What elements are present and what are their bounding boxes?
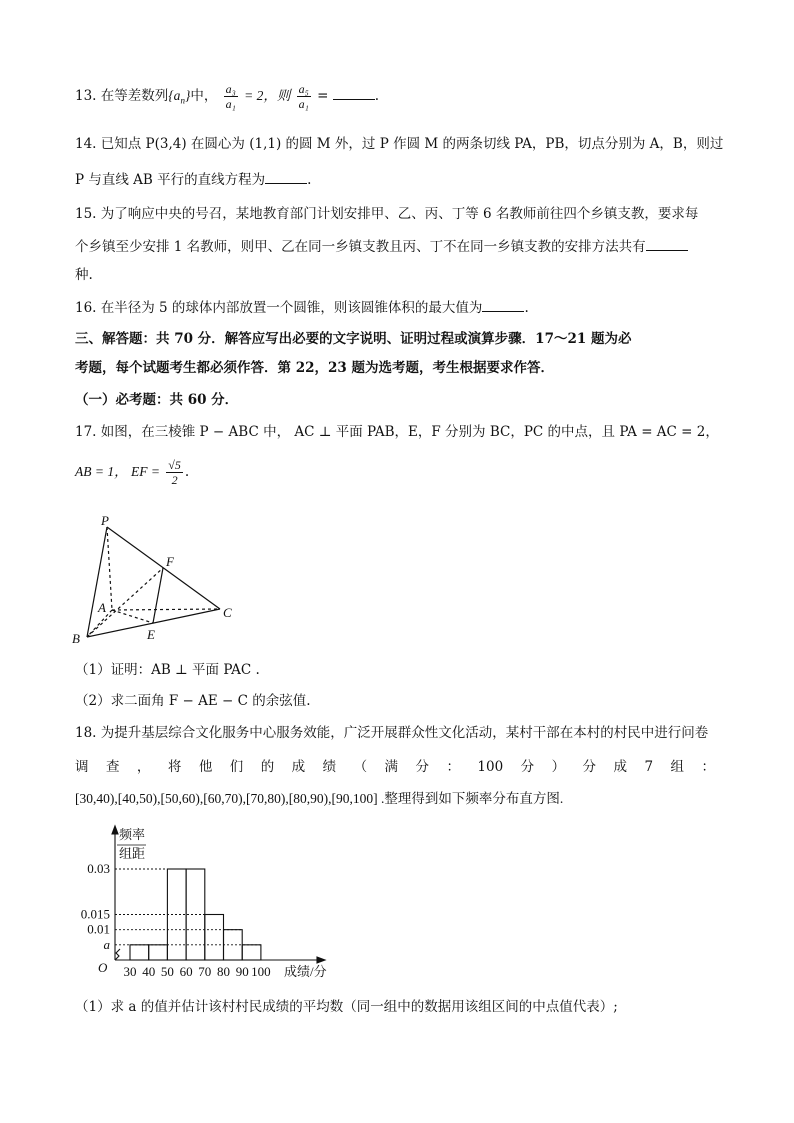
vertex-label-C: C <box>223 605 232 620</box>
question-14-line-1: 14. 已知点 P(3,4) 在圆心为 (1,1) 的圆 M 外，过 P 作圆 M 的两条切线 PA，PB，切点分别为 A，B，则过 <box>75 136 724 152</box>
x-tick-label: 90 <box>235 964 249 979</box>
question-18-line-3: [30,40),[40,50),[50,60),[60,70),[70,80),[80,90),[90,100] .整理得到如下频率分布直方图. <box>75 791 564 806</box>
section-subheading: （一）必考题：共 60 分． <box>75 392 239 408</box>
justified-char: 组 <box>670 759 684 775</box>
fraction-a5-a1: $\frac{\text{a₅}}{\text{a₁}}$ <box>298 82 309 111</box>
question-17-line-1: 17. 如图，在三棱锥 P − ABC 中， AC ⊥ 平面 PAB，E，F 分别为 BC，PC 的中点，且 PA = AC = 2， <box>75 424 719 440</box>
question-15-line-3: 种. <box>75 267 93 283</box>
question-17-part-1: （1）证明：AB ⊥ 平面 PAC . <box>75 662 260 678</box>
y-axis-arrow <box>112 826 118 834</box>
question-14-line-2: P 与直线 AB 平行的直线方程为 . <box>75 172 312 188</box>
section-3-heading-line-2: 考题，每个试题考生都必须作答．第 22，23 题为选考题，考生根据要求作答． <box>75 360 554 376</box>
vertex-label-E: E <box>147 627 155 642</box>
justified-char: ） <box>551 759 566 775</box>
question-15-line-2: 个乡镇至少安排 1 名教师，则甲、乙在同一乡镇支教且丙、丁不在同一乡镇支教的安排方法共有 <box>75 238 688 256</box>
axis-break <box>115 949 120 960</box>
justified-char: 满 <box>384 759 399 775</box>
justified-char: 的 <box>260 759 275 775</box>
y-tick-label: 0.015 <box>80 906 110 922</box>
justified-char: 绩 <box>322 759 337 775</box>
justified-char: 他 <box>198 759 213 775</box>
justified-char: 7 <box>644 759 654 775</box>
fraction-a3-a1: $\frac{\text{a₃}}{\text{a₁}}$ <box>225 82 236 111</box>
histogram-bar <box>242 945 261 960</box>
y-axis-label-bottom: 组距 <box>119 846 146 861</box>
x-tick-label: 80 <box>217 964 230 979</box>
justified-char: 100 <box>477 759 504 775</box>
justified-char: 成 <box>291 759 306 775</box>
x-tick-label: 70 <box>198 964 212 979</box>
x-tick-label: 30 <box>123 964 137 979</box>
histogram-bar <box>149 945 168 960</box>
justified-char: 分 <box>415 759 429 775</box>
x-tick-label: 50 <box>160 964 174 979</box>
vertex-label-P: P <box>101 513 109 528</box>
origin-label: O <box>98 960 108 975</box>
fraction-sqrt5-over-2: $\frac{√5}{2}$ <box>168 458 181 487</box>
question-13: 13. 在等差数列$\{a_n\}$中， $\frac{\text{a₃}}{\text{a₁}}$ = 2，则 $\frac{\text{a₅}}{\text{a₁}}$ = . <box>75 82 380 111</box>
justified-char: ： <box>446 759 460 775</box>
justified-char: ： <box>701 759 715 775</box>
y-tick-label: a <box>103 936 110 952</box>
justified-char: ， <box>136 759 151 775</box>
justified-char: 查 <box>105 759 120 775</box>
justified-char: 调 <box>75 759 89 775</box>
x-tick-label: 100 <box>251 964 271 979</box>
justified-char: （ <box>353 759 368 775</box>
histogram-bar <box>205 915 224 961</box>
question-15-line-1: 15. 为了响应中央的号召，某地教育部门计划安排甲、乙、丙、丁等 6 名教师前往四个乡镇支教，要求每 <box>75 206 699 222</box>
justified-char: 将 <box>167 759 182 775</box>
justified-char: 分 <box>582 759 597 775</box>
question-17-part-2: （2）求二面角 F − AE − C 的余弦值. <box>75 693 311 709</box>
histogram-bar <box>130 945 149 960</box>
x-tick-label: 40 <box>142 964 156 979</box>
section-3-heading-line-1: 三、解答题：共 70 分．解答应写出必要的文字说明、证明过程或演算步骤．17～21 题为必 <box>75 331 632 347</box>
question-18-part-1: （1）求 a 的值并估计该村村民成绩的平均数（同一组中的数据用该组区间的中点值代表）; <box>75 999 618 1015</box>
x-tick-label: 60 <box>179 964 193 979</box>
vertex-label-F: F <box>166 554 174 569</box>
vertex-label-A: A <box>98 600 106 615</box>
x-axis-arrow <box>317 957 325 963</box>
justified-char: 成 <box>613 759 627 775</box>
justified-char: 分 <box>520 759 535 775</box>
x-axis-title: 成绩/分 <box>284 964 327 979</box>
question-18-line-1: 18. 为提升基层综合文化服务中心服务效能，广泛开展群众性文化活动，某村干部在本村的村民中进行问卷 <box>75 725 709 741</box>
justified-char: 们 <box>229 759 244 775</box>
vertex-label-B: B <box>72 631 80 646</box>
y-axis-label-top: 频率 <box>119 827 146 842</box>
y-tick-label: 0.01 <box>87 921 110 937</box>
question-16: 16. 在半径为 5 的球体内部放置一个圆锥，则该圆锥体积的最大值为 . <box>75 300 529 316</box>
y-tick-label: 0.03 <box>87 861 110 876</box>
question-17-line-2: AB = 1， EF = $\frac{√5}{2}$ . <box>75 458 190 487</box>
sequence-notation: $\{a_n\}$ <box>168 88 191 106</box>
